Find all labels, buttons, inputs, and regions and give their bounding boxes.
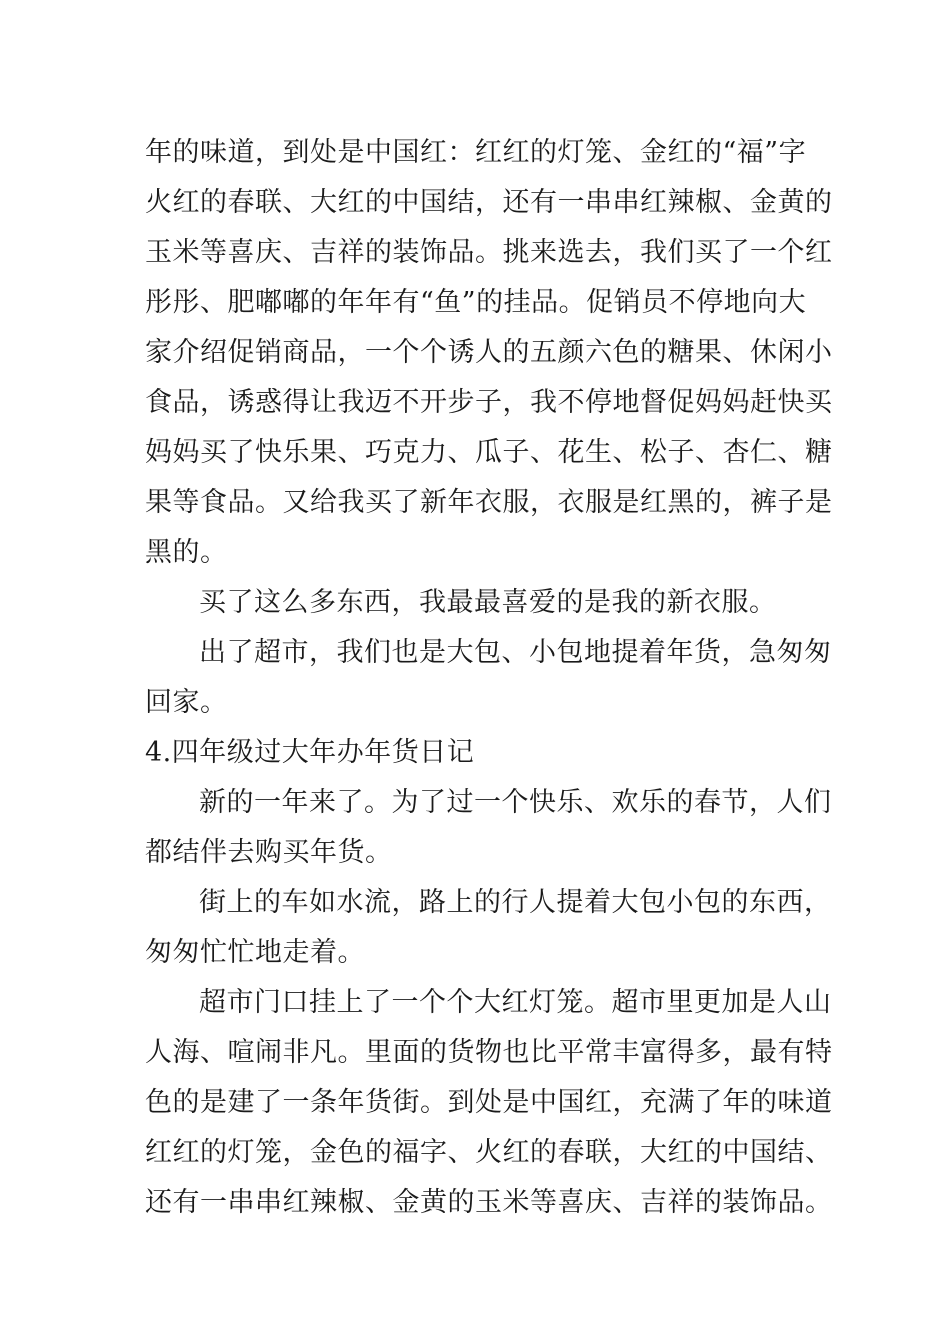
text-line: 还有一串串红辣椒、金黄的玉米等喜庆、吉祥的装饰品。: [145, 1187, 833, 1218]
paragraph-start-line: 街上的车如水流，路上的行人提着大包小包的东西，: [199, 887, 832, 918]
paragraph-start-line: 出了超市，我们也是大包、小包地提着年货，急匆匆: [199, 637, 832, 668]
section-heading: 4.四年级过大年办年货日记: [145, 737, 475, 768]
text-line: 人海、喧闹非凡。里面的货物也比平常丰富得多，最有特: [145, 1037, 833, 1068]
document-body: [145, 128, 833, 1228]
text-line: 色的是建了一条年货街。到处是中国红，充满了年的味道: [145, 1087, 833, 1118]
text-line: 年的味道，到处是中国红：红红的灯笼、金红的“福”字: [145, 137, 807, 168]
text-line: 黑的。: [145, 537, 228, 568]
paragraph-start-line: 买了这么多东西，我最最喜爱的是我的新衣服。: [199, 587, 777, 618]
text-line: 匆匆忙忙地走着。: [145, 937, 365, 968]
text-line: 家介绍促销商品，一个个诱人的五颜六色的糖果、休闲小: [145, 337, 833, 368]
text-line: 火红的春联、大红的中国结，还有一串串红辣椒、金黄的: [145, 187, 833, 218]
text-line: 玉米等喜庆、吉祥的装饰品。挑来选去，我们买了一个红: [145, 237, 833, 268]
text-line: 果等食品。又给我买了新年衣服，衣服是红黑的，裤子是: [145, 487, 833, 518]
text-line: 妈妈买了快乐果、巧克力、瓜子、花生、松子、杏仁、糖: [145, 437, 833, 468]
text-line: 回家。: [145, 687, 228, 718]
text-line: 彤彤、肥嘟嘟的年年有“鱼”的挂品。促销员不停地向大: [145, 287, 807, 318]
text-line: 红红的灯笼，金色的福字、火红的春联，大红的中国结、: [145, 1137, 833, 1168]
paragraph-start-line: 新的一年来了。为了过一个快乐、欢乐的春节，人们: [199, 787, 832, 818]
paragraph-start-line: 超市门口挂上了一个个大红灯笼。超市里更加是人山: [199, 987, 832, 1018]
text-line: 食品，诱惑得让我迈不开步子，我不停地督促妈妈赶快买: [145, 387, 833, 418]
text-line: 都结伴去购买年货。: [145, 837, 393, 868]
